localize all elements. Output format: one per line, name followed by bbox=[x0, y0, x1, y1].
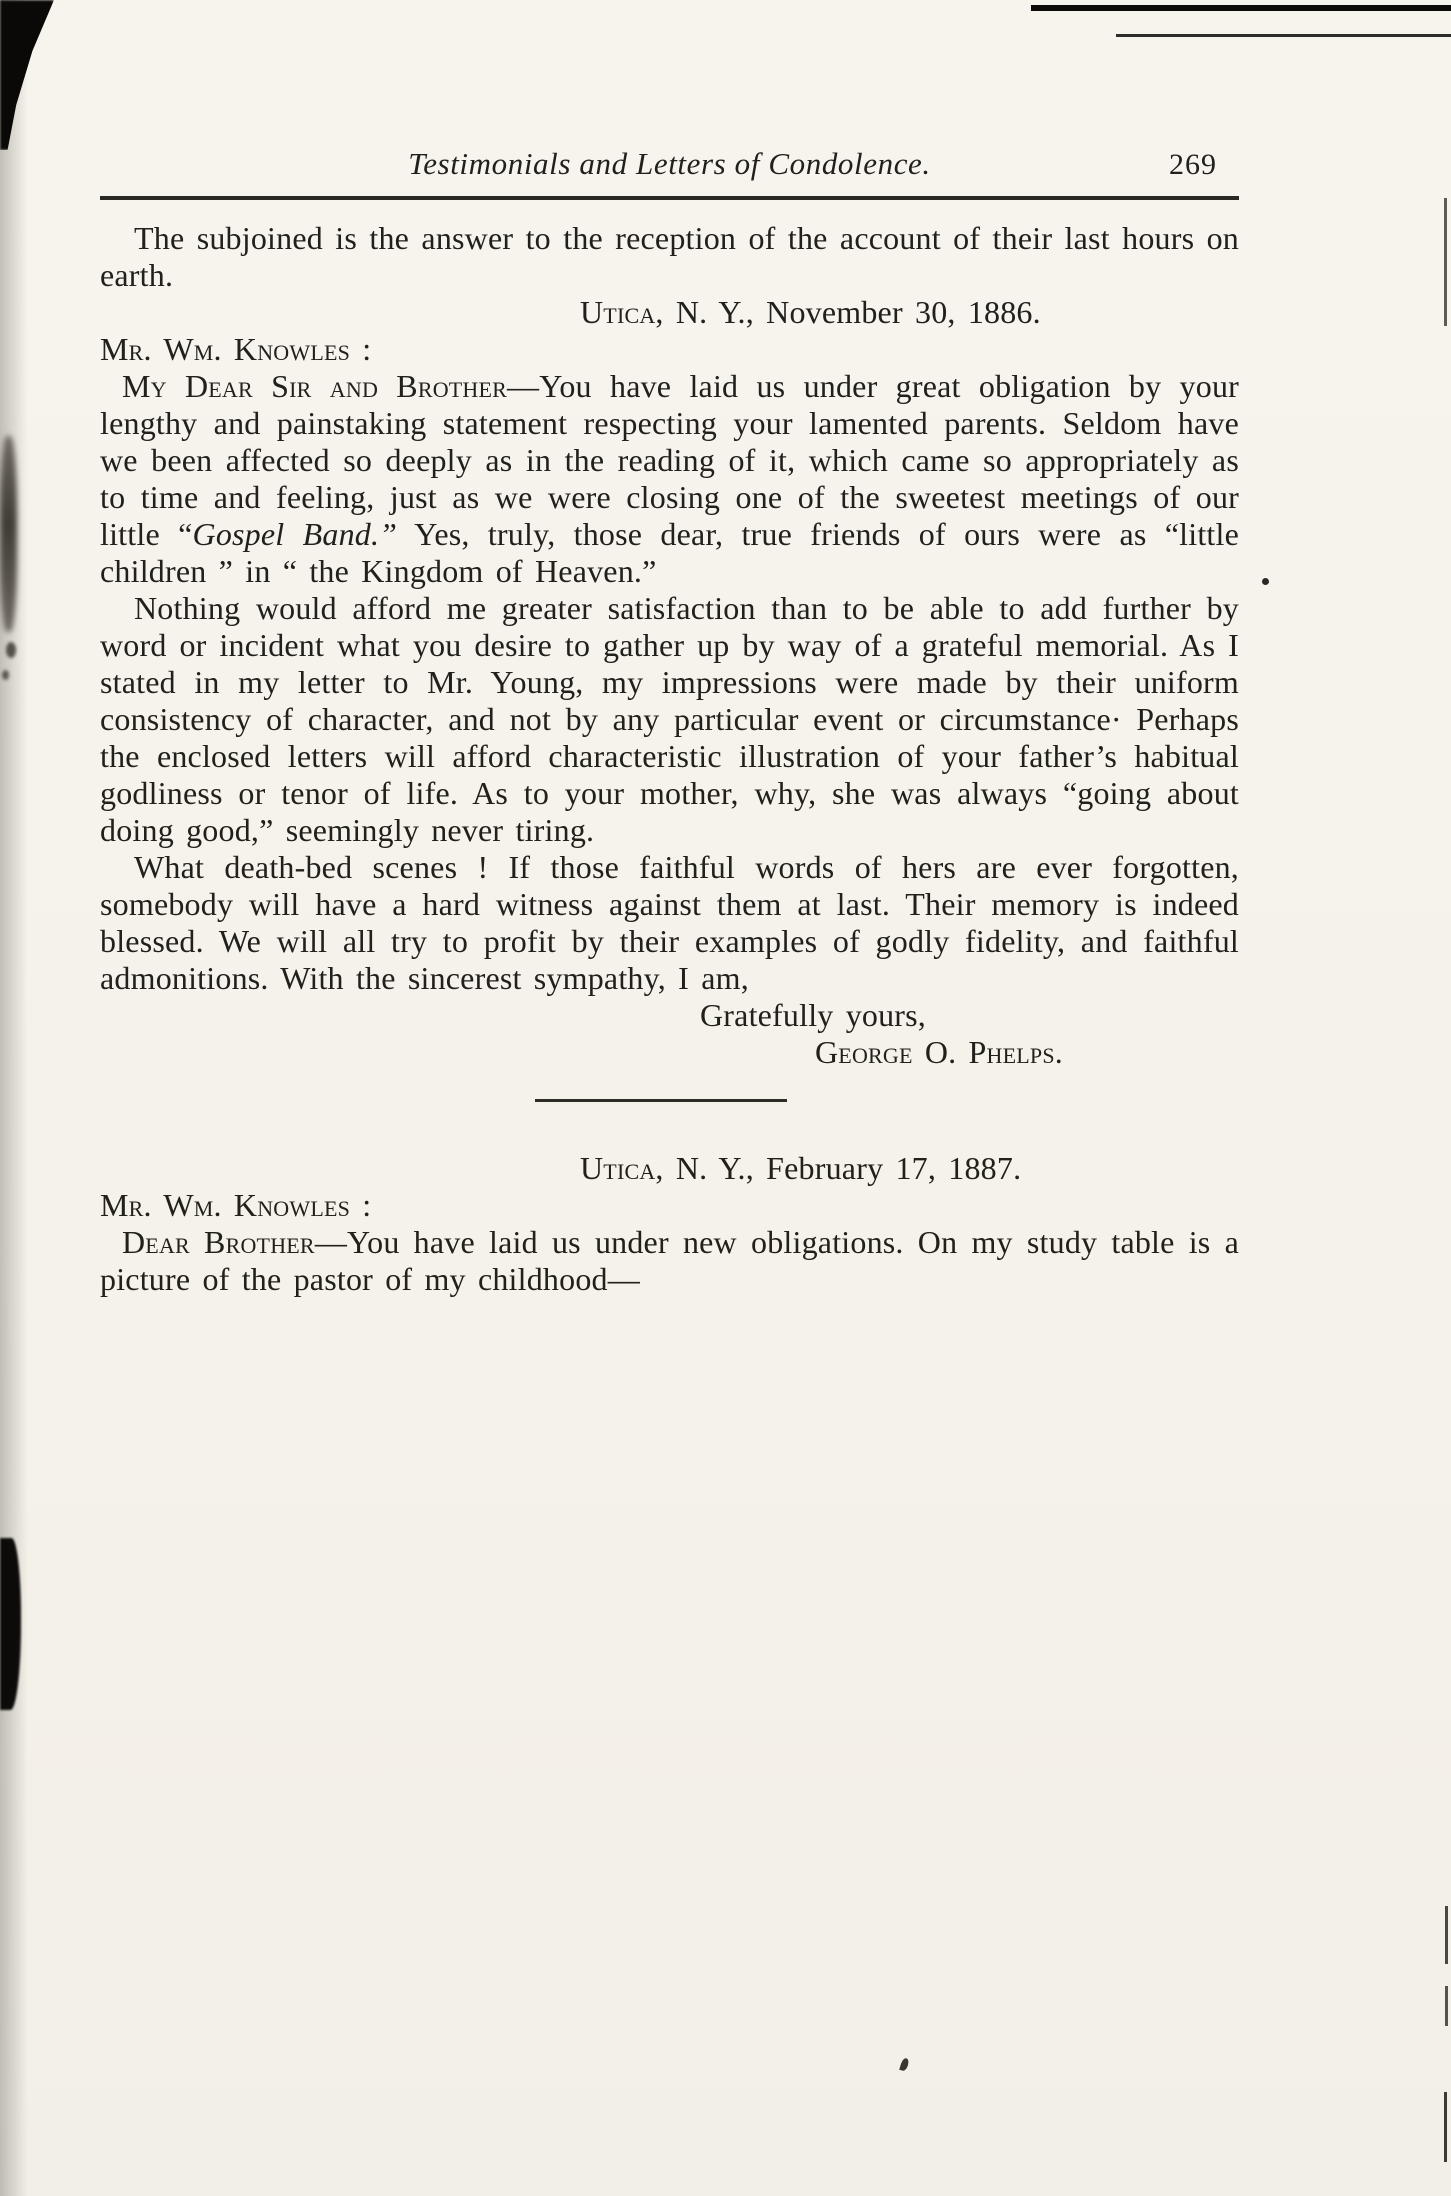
running-title: Testimonials and Letters of Condolence. bbox=[408, 146, 931, 181]
letter2-dateline-date: February 17, 1887. bbox=[753, 1150, 1022, 1186]
scan-speck-left-1 bbox=[6, 642, 16, 658]
letter1-dateline-place: Utica, N. Y., bbox=[580, 294, 754, 330]
scan-ink-corner bbox=[0, 0, 54, 150]
letter1-dateline-date: November 30, 1886. bbox=[753, 294, 1041, 330]
letter1-signature: George O. Phelps. bbox=[815, 1034, 1063, 1070]
scan-bottom-speck bbox=[899, 2057, 910, 2072]
scan-dash-right-2 bbox=[1445, 1986, 1448, 2026]
scan-ink-left-lower bbox=[0, 1538, 21, 1710]
letter1-paragraph-1 bbox=[100, 368, 1239, 590]
page-content bbox=[100, 220, 1239, 1298]
page-number: 269 bbox=[1169, 148, 1217, 181]
scan-dash-right-3 bbox=[1444, 2092, 1447, 2162]
letter1-closing: Gratefully yours, bbox=[700, 997, 927, 1033]
letter1-dateline bbox=[580, 294, 1239, 331]
letter1-paragraph-1-text-2: Yes, truly, those dear, true friends of ours were as “little children ” in “ the Kingdom of Heaven.” bbox=[100, 516, 1239, 589]
letter1-paragraph-3: What death-bed scenes ! If those faithful words of hers are ever forgotten, somebody will have a hard witness against them at last. Their memory is indeed blessed. We will all try to profit by their examples of godly fidelity, and faithful admonitions. With the sincerest sympathy, I am, bbox=[100, 849, 1239, 996]
letter1-paragraph-2: Nothing would afford me greater satisfaction than to be able to add further by word or incident what you desire to gather up by way of a grateful memorial. As I stated in my letter to Mr. Young, my impressions were made by their uniform consistency of character, and not by any particular event or circumstance· Perhaps the enclosed letters will afford characteristic illustration of your father’s habitual godliness or tenor of life. As to your mother, why, she was always “going about doing good,” seemingly never tiring. bbox=[100, 590, 1239, 848]
scan-dash-right-1 bbox=[1445, 1906, 1448, 1964]
letter1-salutation: My Dear Sir and Brother bbox=[122, 368, 508, 404]
header-rule bbox=[100, 196, 1239, 200]
spacer bbox=[100, 1136, 1239, 1150]
letter2-dateline-place: Utica, N. Y., bbox=[580, 1150, 754, 1186]
scan-speck-left-2 bbox=[2, 670, 9, 680]
letter2-paragraph-1-text: —You have laid us under new obligations. On my study table is a picture of the pastor of my childhood— bbox=[100, 1224, 1239, 1297]
letter1-paragraph-1-text: —You have laid us under great obligation by your lengthy and painstaking statement respecting your lamented parents. Seldom have we been affected so deeply as in the reading of it, which came so appropriately as to time and feeling, just as we were closing one of the sweetest meetings of our little “ bbox=[100, 368, 1239, 552]
binding-shadow bbox=[0, 0, 28, 2196]
section-divider bbox=[535, 1099, 787, 1102]
letter2-dateline bbox=[580, 1150, 1239, 1187]
letter2-paragraph-1 bbox=[100, 1224, 1239, 1298]
scan-stray-dot bbox=[1262, 578, 1269, 585]
letter2-salutation: Dear Brother bbox=[122, 1224, 315, 1260]
page-header bbox=[100, 0, 1239, 182]
letter2-addressee: Mr. Wm. Knowles : bbox=[100, 1187, 372, 1223]
scan-smudge-left-upper bbox=[0, 436, 17, 632]
letter1-paragraph-1-italic: Gospel Band.” bbox=[192, 516, 398, 552]
letter1-addressee: Mr. Wm. Knowles : bbox=[100, 331, 372, 367]
scan-line-right-edge bbox=[1444, 198, 1447, 326]
intro-paragraph: The subjoined is the answer to the reception of the account of their last hours on earth. bbox=[100, 220, 1239, 293]
